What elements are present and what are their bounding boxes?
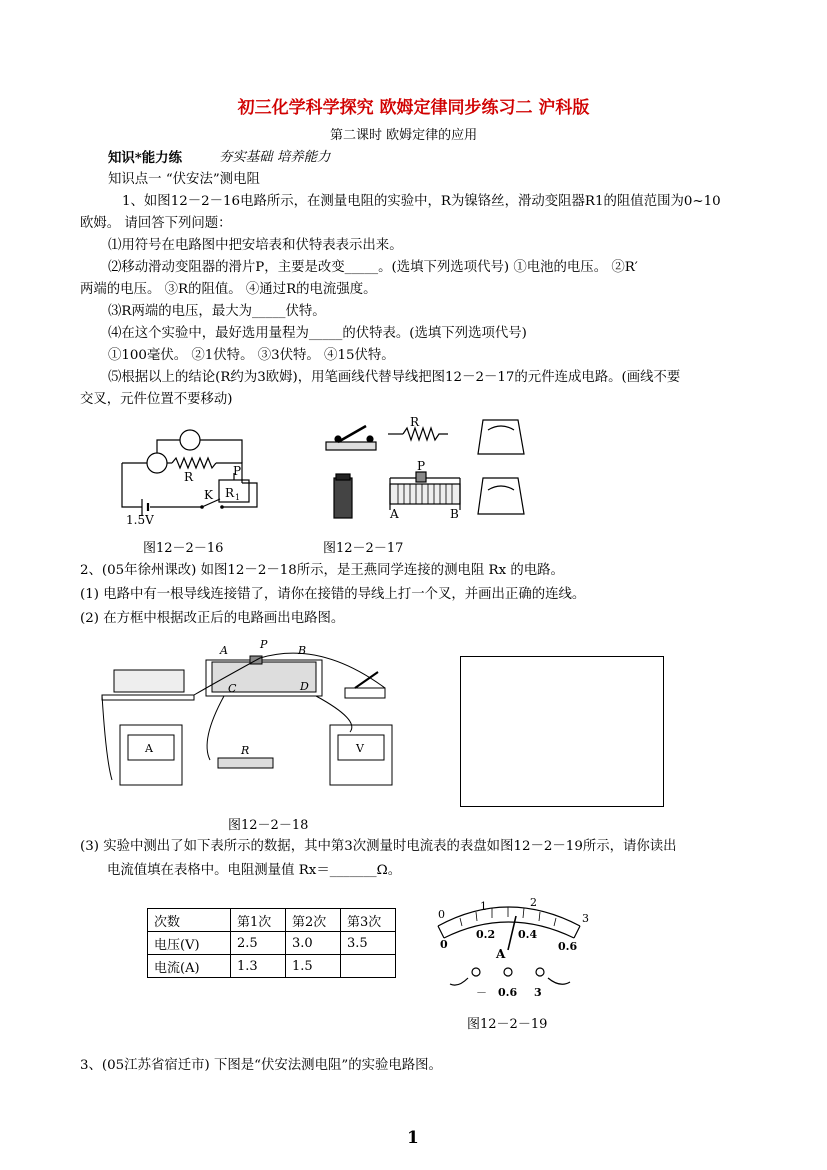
fig19-caption: 图12－2－19 bbox=[467, 1017, 548, 1032]
fig18-label-p: P bbox=[260, 640, 268, 651]
fig18-label-a: A bbox=[220, 644, 228, 657]
section-label: 知识*能力练 bbox=[108, 150, 182, 166]
fig18-label-d: D bbox=[300, 680, 309, 693]
table-cell: 3.5 bbox=[341, 932, 396, 955]
fig17-caption: 图12－2－17 bbox=[323, 541, 404, 556]
terminal-negative: － bbox=[476, 986, 487, 999]
fig16-label-voltage: 1.5V bbox=[126, 513, 154, 527]
table-cell: 2.5 bbox=[231, 932, 286, 955]
fig18-label-b: B bbox=[298, 644, 307, 657]
q1-part2: ⑵移动滑动变阻器的滑片P，主要是改变_____。(选填下列选项代号) ①电池的电压。 ②R′ bbox=[108, 260, 638, 275]
table-cell[interactable] bbox=[341, 955, 396, 978]
dial-scale-1: 1 bbox=[480, 900, 487, 913]
table-cell: 3.0 bbox=[286, 932, 341, 955]
ammeter-dial-fig19 bbox=[420, 888, 605, 1003]
q2-sub1: (1) 电路中有一根导线连接错了，请你在接错的导线上打一个叉，并画出正确的连线。 bbox=[80, 587, 586, 602]
q1-part4: ⑷在这个实验中，最好选用量程为_____的伏特表。(选填下列选项代号) bbox=[108, 326, 527, 341]
measurement-table bbox=[147, 908, 396, 978]
fig17-label-p: P bbox=[417, 459, 426, 473]
fig16-label-r: R bbox=[184, 470, 194, 484]
fig18-meter-v: V bbox=[356, 742, 364, 755]
dial-tick-04: 0.4 bbox=[518, 928, 538, 941]
fig16-caption: 图12－2－16 bbox=[143, 541, 224, 556]
page-title: 初三化学科学探究 欧姆定律同步练习二 沪科版 bbox=[237, 98, 590, 118]
terminal-3: 3 bbox=[534, 986, 542, 999]
fig18-caption: 图12－2－18 bbox=[228, 818, 309, 833]
dial-tick-06: 0.6 bbox=[558, 940, 578, 953]
q2-stem: 2、(05年徐州课改) 如图12－2－18所示，是王燕同学连接的测电阻 Rx 的电路。 bbox=[80, 563, 564, 578]
terminal-06: 0.6 bbox=[498, 986, 518, 999]
q1-intro: 1、如图12－2－16电路所示，在测量电阻的实验中，R为镍铬丝，滑动变阻器R1的阻值范围为0~10 bbox=[122, 194, 721, 209]
q1-part4-options: ①100毫伏。 ②1伏特。 ③3伏特。 ④15伏特。 bbox=[108, 348, 395, 363]
table-cell: 电压(V) bbox=[148, 932, 231, 955]
q1-part3: ⑶R两端的电压，最大为_____伏特。 bbox=[108, 304, 326, 319]
q1-intro-cont: 欧姆。 请回答下列问题： bbox=[80, 216, 232, 231]
fig16-label-r1: R bbox=[225, 486, 235, 500]
q2-sub3-cont: 电流值填在表格中。电阻测量值 Rx＝_______Ω。 bbox=[107, 863, 402, 878]
table-header-cell: 第2次 bbox=[286, 909, 341, 932]
apparatus-fig18 bbox=[100, 640, 420, 805]
table-header-cell: 次数 bbox=[148, 909, 231, 932]
q1-part1: ⑴用符号在电路图中把安培表和伏特表表示出来。 bbox=[108, 238, 403, 253]
fig16-label-k: K bbox=[204, 488, 213, 502]
fig17-label-a: A bbox=[390, 507, 399, 521]
dial-scale-0: 0 bbox=[438, 908, 445, 921]
table-row bbox=[148, 932, 396, 955]
table-cell: 电流(A) bbox=[148, 955, 231, 978]
q1-part5-cont: 交叉，元件位置不要移动) bbox=[80, 392, 233, 407]
table-cell: 1.5 bbox=[286, 955, 341, 978]
components-fig17 bbox=[318, 412, 528, 522]
circuit-answer-box[interactable] bbox=[460, 656, 664, 807]
dial-tick-02: 0.2 bbox=[476, 928, 496, 941]
fig16-label-r1-sub: 1 bbox=[235, 493, 241, 502]
page-number: 1 bbox=[407, 1128, 419, 1148]
knowledge-point: 知识点一 “伏安法”测电阻 bbox=[108, 172, 260, 187]
fig17-label-r: R bbox=[410, 415, 420, 429]
fig17-label-b: B bbox=[450, 507, 459, 521]
table-header-row bbox=[148, 909, 396, 932]
dial-unit: A bbox=[496, 947, 506, 961]
lesson-subtitle: 第二课时 欧姆定律的应用 bbox=[330, 128, 478, 143]
fig16-label-p: P bbox=[233, 464, 242, 478]
circuit-diagram-fig16 bbox=[112, 425, 272, 530]
table-header-cell: 第3次 bbox=[341, 909, 396, 932]
q2-sub2: (2) 在方框中根据改正后的电路画出电路图。 bbox=[80, 611, 345, 626]
section-motto: 夯实基础 培养能力 bbox=[219, 150, 331, 165]
table-header-cell: 第1次 bbox=[231, 909, 286, 932]
q3-stem: 3、(05江苏省宿迁市) 下图是“伏安法测电阻”的实验电路图。 bbox=[80, 1058, 442, 1073]
fig18-label-r: R bbox=[241, 744, 250, 757]
q1-part5: ⑸根据以上的结论(R约为3欧姆)，用笔画线代替导线把图12－2－17的元件连成电路。(画线不要 bbox=[108, 370, 681, 385]
table-row bbox=[148, 955, 396, 978]
q2-sub3: (3) 实验中测出了如下表所示的数据，其中第3次测量时电流表的表盘如图12－2－19所示，请你读出 bbox=[80, 839, 677, 854]
dial-scale-3: 3 bbox=[582, 912, 589, 925]
fig18-meter-a: A bbox=[145, 742, 153, 755]
q1-part2-cont: 两端的电压。 ③R的阻值。 ④通过R的电流强度。 bbox=[80, 282, 377, 297]
table-cell: 1.3 bbox=[231, 955, 286, 978]
dial-tick-0: 0 bbox=[440, 938, 448, 951]
dial-scale-2: 2 bbox=[530, 896, 537, 909]
fig18-label-c: C bbox=[228, 682, 237, 695]
